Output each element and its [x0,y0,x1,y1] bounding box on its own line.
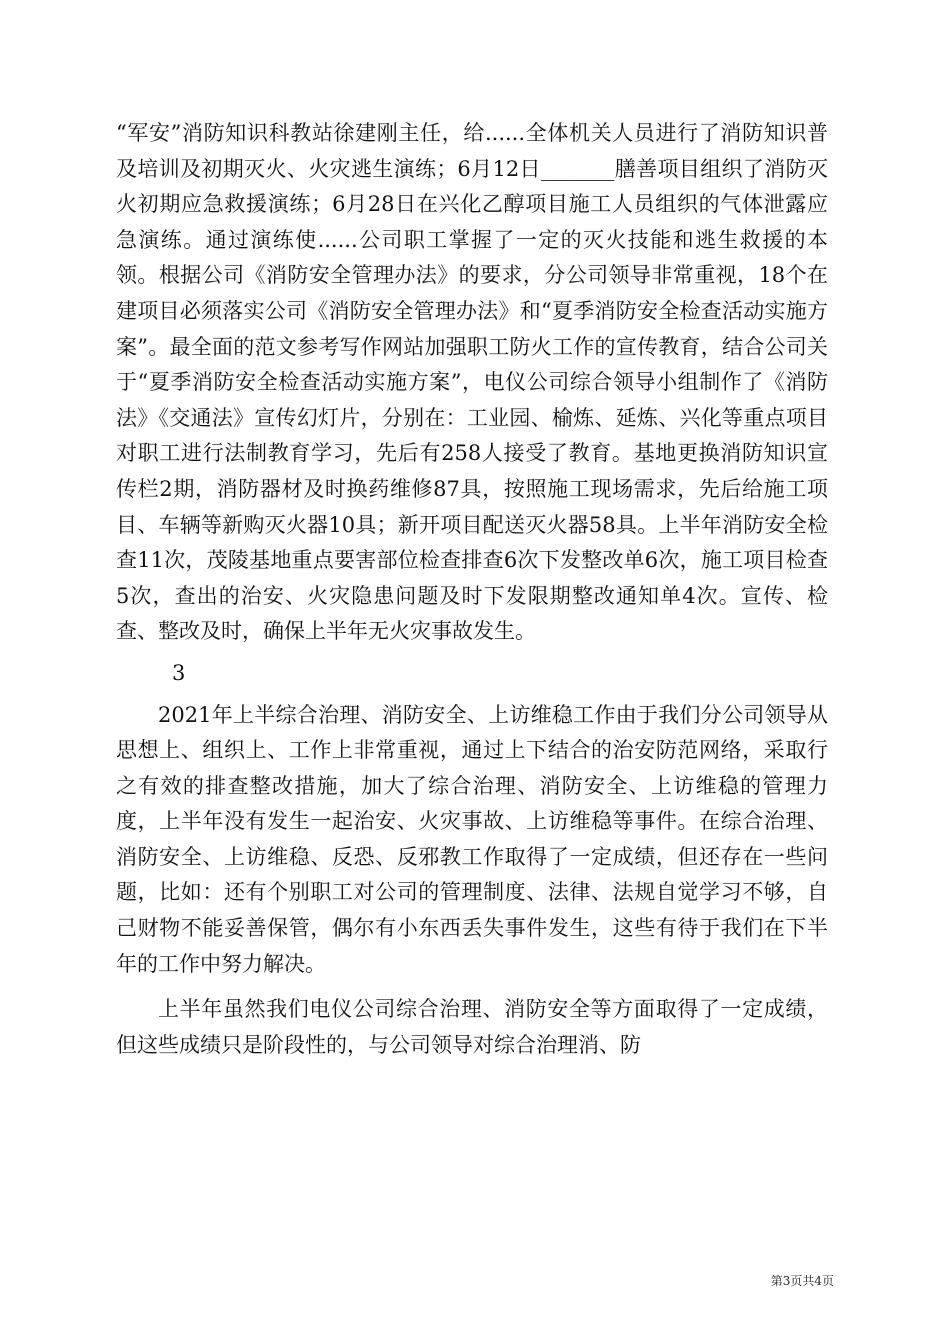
section-number: 3 [172,660,186,685]
paragraph-half-year-summary: 2021年上半综合治理、消防安全、上访维稳工作由于我们分公司领导从思想上、组织上、工作上非常重视，通过上下结合的治安防范网络，采取行之有效的排查整改措施，加大了综合治理、消防安全、上访维稳的管理力度，上半年没有发生一起治安、火灾事故、上访维稳等事件。在综合治理、消防安全、上访维稳、反恐、反邪教工作取得了一定成绩，但还存在一些问题，比如：还有个别职工对公司的管理制度、法律、法规自觉学习不够，自己财物不能妥善保管，偶尔有小东西丢失事件发生，这些有待于我们在下半年的工作中努力解决。 [116,702,828,976]
page-footer: 第3页共4页 [770,1274,834,1288]
paragraph-achievements: 上半年虽然我们电仪公司综合治理、消防安全等方面取得了一定成绩，但这些成绩只是阶段性的，与公司领导对综合治理消、防 [116,997,828,1057]
document-body [116,116,828,1063]
paragraph-fire-training: “军安”消防知识科教站徐建刚主任，给......全体机关人员进行了消防知识普及培训及初期灭火、火灾逃生演练；6月12日_______膳善项目组织了消防灭火初期应急救援演练；6月28日在兴化乙醇项目施工人员组织的气体泄露应急演练。通过演练使......公司职工掌握了一定的灭火技能和逃生救援的本领。根据公司《消防安全管理办法》的要求，分公司领导非常重视，18个在建项目必须落实公司《消防安全管理办法》和“夏季消防安全检查活动实施方案”。最全面的范文参考写作网站加强职工防火工作的宣传教育，结合公司关于“夏季消防安全检查活动实施方案”，电仪公司综合领导小组制作了《消防法》《交通法》宣传幻灯片，分别在：工业园、榆炼、延炼、兴化等重点项目对职工进行法制教育学习，先后有258人接受了教育。基地更换消防知识宣传栏2期，消防器材及时换药维修87具，按照施工现场需求，先后给施工项目、车辆等新购灭火器10具；新开项目配送灭火器58具。上半年消防安全检查11次，茂陵基地重点要害部位检查排查6次下发整改单6次，施工项目检查5次，查出的治安、火灾隐患问题及时下发限期整改通知单4次。宣传、检查、整改及时，确保上半年无火灾事故发生。 [116,121,828,644]
